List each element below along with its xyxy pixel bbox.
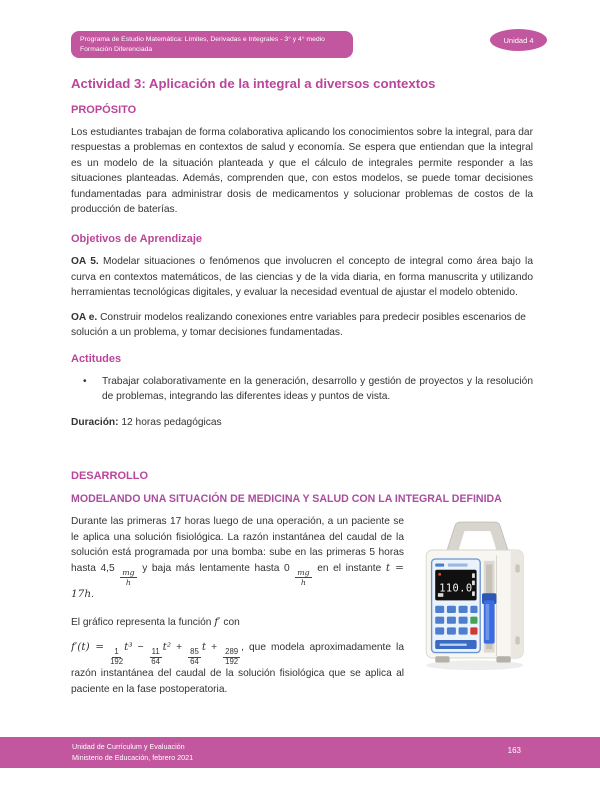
fraction-289-192: $\frac{289}{192}$: [225, 646, 239, 667]
medicine-section: [71, 514, 545, 698]
footer-line2: Ministerio de Educación, febrero 2021: [72, 752, 194, 762]
fraction-1-192: $\frac{1}{192}$: [110, 646, 124, 667]
plus-op-1: +: [176, 641, 183, 653]
formula-paragraph: f′(t) = $\frac{1}{192}$ t³ − $\frac{11}{64}$ t² + $\frac{85}{64}$ t + $\frac{289}{192}$ , que modela aproximadamente la razón instantánea del caudal de la solución fisiológica que se aplica al paciente en la fase postoperatoria.: [71, 640, 404, 696]
duracion-text: 12 horas pedagógicas: [121, 417, 222, 429]
bullet-icon: •: [83, 375, 87, 387]
page-header: [71, 31, 533, 58]
objetivos-heading: Objetivos de Aprendizaje: [71, 233, 203, 246]
plus-op-2: +: [211, 641, 218, 653]
infusion-pump-image: [410, 514, 545, 690]
proposito-body: Los estudiantes trabajan de forma colaborativa aplicando los conocimientos sobre la integral, para dar respuestas a problemas en contextos de salud y economía. Se espera que entiendan que la integral es un modelo de la situación planteada y que el cálculo de integrales permite responder a las situaciones planteadas. Además, comprenden que, con estos modelos, se puede tomar decisiones fundamentadas para administrar dosis de medicamentos y solucionar problemas de costos de la producción de baterías.: [71, 127, 533, 216]
page-number: 163: [507, 746, 521, 755]
math-f-prime: f′: [214, 615, 221, 628]
footer-text: [72, 742, 193, 764]
infusion-pump-illustration: [410, 514, 545, 685]
modelando-subheading: MODELANDO UNA SITUACIÓN DE MEDICINA Y SALUD CON LA INTEGRAL DEFINIDA: [71, 493, 502, 506]
activity-title: Actividad 3: Aplicación de la integral a diversos contextos: [71, 76, 436, 92]
oae-paragraph: [71, 310, 533, 341]
bomba-part2: y baja más lentamente hasta 0: [142, 562, 290, 574]
oa5-text: Modelar situaciones o fenómenos que involucren el concepto de integral como área bajo la curva en contextos matemáticos, de las ciencias y de la vida diaria, en forma manuscrita y utilizando herramientas tecnológicas digitales, y evaluar la necesidad eventual de ajustar el modelo obtenido.: [71, 256, 533, 299]
desarrollo-heading: DESARROLLO: [71, 470, 148, 483]
oae-text: Construir modelos realizando conexiones entre variables para predecir posibles escenarios de solución a un problema, y tomar decisiones fundamentadas.: [71, 311, 526, 339]
page-content: [0, 31, 600, 698]
fraction-mg-h-1: $\frac{mg}{h}$: [122, 567, 135, 587]
bullet-text: Trabajar colaborativamente en la generación, desarrollo y gestión de proyectos y la resolución de problemas, integrando las diferentes ideas y puntos de vista.: [102, 375, 533, 402]
oa5-paragraph: [71, 254, 533, 300]
formula-tail: , que modela aproximadamente la razón instantánea del caudal de la solución fisiológica que se aplica al paciente en la fase postoperatoria.: [71, 641, 404, 696]
program-title-chip: [71, 31, 353, 58]
program-line1: Programa de Estudio Matemática: Límites, Derivadas e Integrales - 3° y 4° medio: [80, 36, 325, 43]
minus-op: −: [137, 641, 144, 653]
duracion-line: [71, 417, 533, 428]
oae-label: OA e.: [71, 311, 98, 323]
unit-badge: Unidad 4: [490, 29, 547, 51]
fraction-mg-h-2: $\frac{mg}{h}$: [297, 567, 310, 587]
math-t-17h: t = 17h: [71, 561, 404, 601]
oa5-label: OA 5.: [71, 256, 99, 268]
bomba-part3: en el instante: [317, 562, 382, 574]
bomba-period: .: [91, 589, 94, 601]
footer-line1: Unidad de Currículum y Evaluación: [72, 741, 185, 751]
page-footer: [0, 737, 600, 768]
fraction-85-64: $\frac{85}{64}$: [190, 646, 199, 667]
proposito-heading: PROPÓSITO: [71, 104, 137, 117]
actitudes-heading: Actitudes: [71, 352, 122, 365]
actitudes-bullet-item: [71, 374, 533, 405]
program-line2: Formación Diferenciada: [80, 45, 153, 53]
grafico-line: El gráfico representa la función f′ con: [71, 615, 240, 628]
pump-display-value: 110.0: [439, 582, 473, 595]
bomba-part1: Durante las primeras 17 horas luego de una operación, a un paciente se le aplica una solución fisiológica. La razón instantánea del caudal de la solución está programada por una bomba: sube en las primeras 5 horas hasta 4,5: [71, 516, 404, 574]
fraction-11-64: $\frac{11}{64}$: [151, 646, 160, 667]
duracion-label: Duración:: [71, 417, 119, 429]
formula-lhs: f′(t) =: [71, 640, 105, 653]
